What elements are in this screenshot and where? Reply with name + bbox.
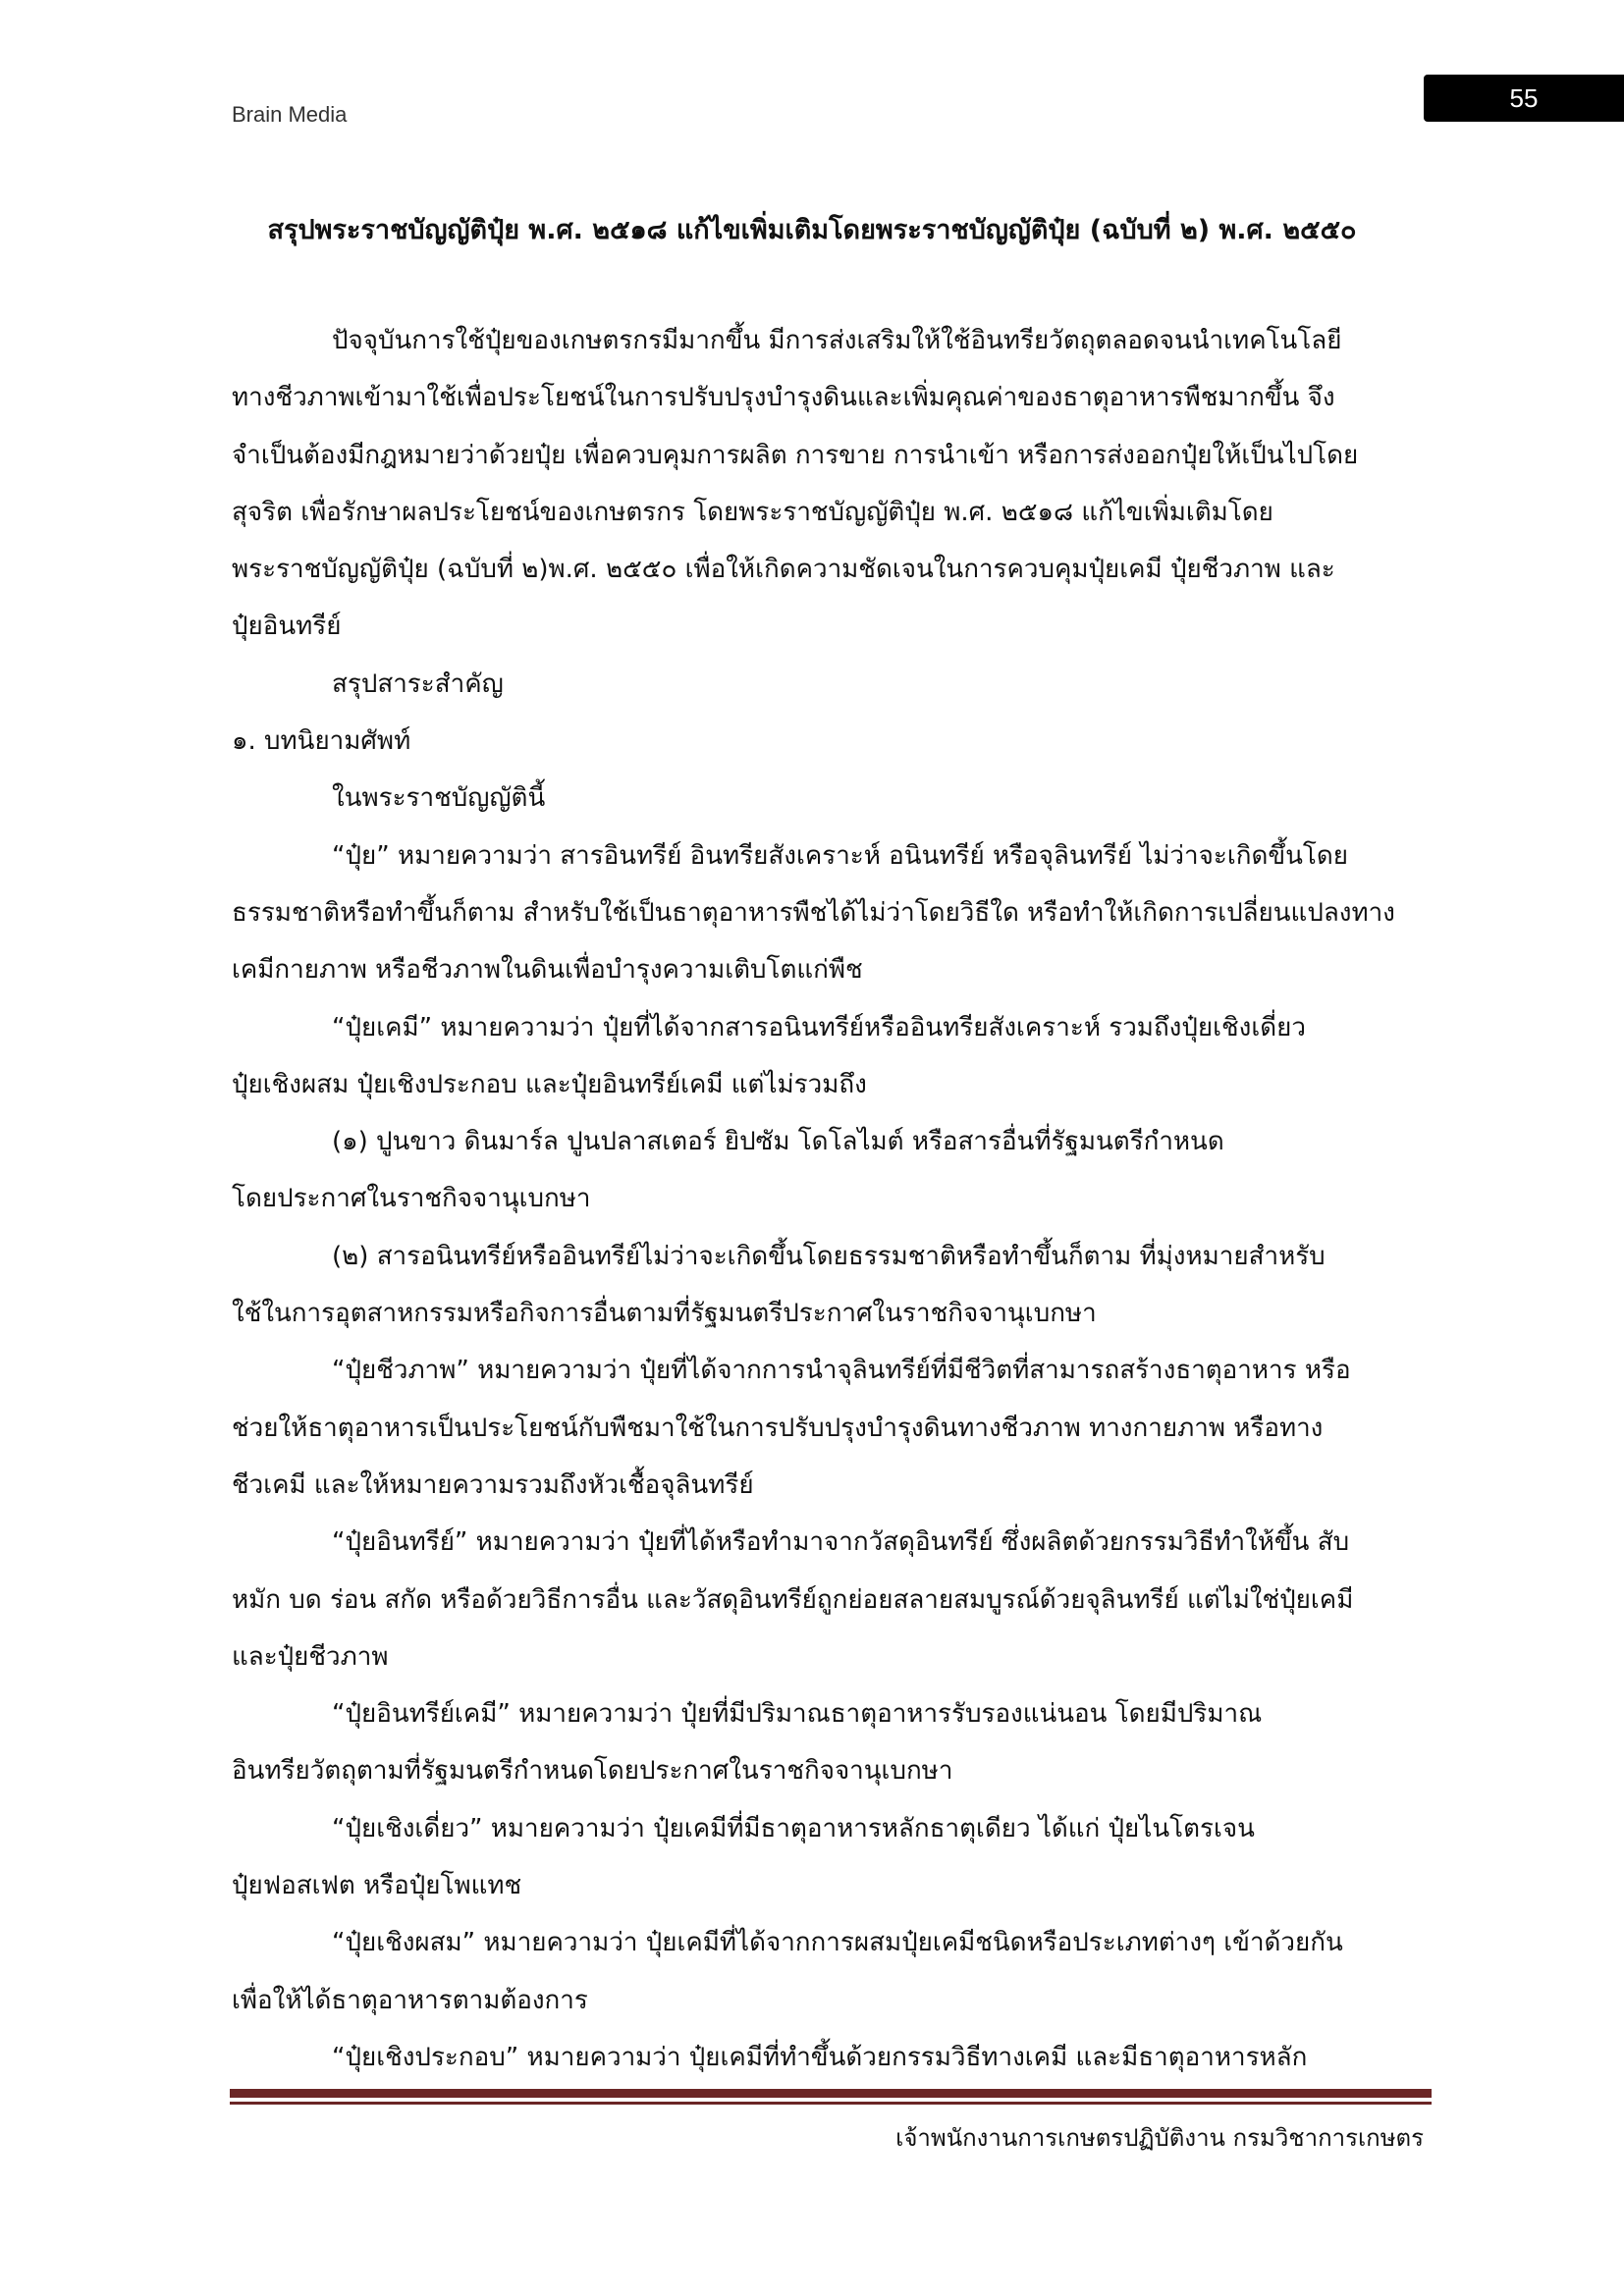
text-line: ธรรมชาติหรือทำขึ้นก็ตาม สำหรับใช้เป็นธาตุอาหารพืชได้ไม่ว่าโดยวิธีใด หรือทำให้เกิดการเปลี่ยนแปลงทาง <box>232 897 1395 928</box>
text-line: ปุ๋ยอินทรีย์ <box>232 612 342 642</box>
text-line: หมัก บด ร่อน สกัด หรือด้วยวิธีการอื่น และวัสดุอินทรีย์ถูกย่อยสลายสมบูรณ์ด้วยจุลินทรีย์ แต่ไม่ใช่ปุ๋ยเคมี <box>232 1584 1354 1615</box>
text-line: พระราชบัญญัติปุ๋ย (ฉบับที่ ๒)พ.ศ. ๒๕๕๐ เพื่อให้เกิดความชัดเจนในการควบคุมปุ๋ยเคมี ปุ๋ยชีวภาพ และ <box>232 555 1335 585</box>
text-line: ช่วยให้ธาตุอาหารเป็นประโยชน์กับพืชมาใช้ในการปรับปรุงบำรุงดินทางชีวภาพ ทางกายภาพ หรือทาง <box>232 1413 1324 1443</box>
text-line: สุจริต เพื่อรักษาผลประโยชน์ของเกษตรกร โดยพระราชบัญญัติปุ๋ย พ.ศ. ๒๕๑๘ แก้ไขเพิ่มเติมโดย <box>232 497 1273 527</box>
text-line: “ปุ๋ยเชิงเดี่ยว” หมายความว่า ปุ๋ยเคมีที่มีธาตุอาหารหลักธาตุเดียว ได้แก่ ปุ๋ยไนโตรเจน <box>332 1813 1255 1843</box>
text-line: และปุ๋ยชีวภาพ <box>232 1641 389 1672</box>
publisher-label: Brain Media <box>232 102 348 127</box>
text-line: ปุ๋ยเชิงผสม ปุ๋ยเชิงประกอบ และปุ๋ยอินทรีย์เคมี แต่ไม่รวมถึง <box>232 1069 867 1099</box>
text-line: ในพระราชบัญญัตินี้ <box>332 783 546 814</box>
text-line: “ปุ๋ยเชิงผสม” หมายความว่า ปุ๋ยเคมีที่ได้จากการผสมปุ๋ยเคมีชนิดหรือประเภทต่างๆ เข้าด้วยกัน <box>332 1928 1343 1958</box>
text-line: “ปุ๋ย” หมายความว่า สารอินทรีย์ อินทรียสังเคราะห์ อนินทรีย์ หรือจุลินทรีย์ ไม่ว่าจะเกิดขึ้นโดย <box>332 840 1348 871</box>
page-number: 55 <box>1424 75 1624 122</box>
text-line: “ปุ๋ยอินทรีย์เคมี” หมายความว่า ปุ๋ยที่มีปริมาณธาตุอาหารรับรองแน่นอน โดยมีปริมาณ <box>332 1699 1263 1730</box>
text-line: ใช้ในการอุตสาหกรรมหรือกิจการอื่นตามที่รัฐมนตรีประกาศในราชกิจจานุเบกษา <box>232 1299 1097 1329</box>
text-line: โดยประกาศในราชกิจจานุเบกษา <box>232 1184 591 1214</box>
text-line: “ปุ๋ยชีวภาพ” หมายความว่า ปุ๋ยที่ได้จากการนำจุลินทรีย์ที่มีชีวิตที่สามารถสร้างธาตุอาหาร หรือ <box>332 1356 1351 1386</box>
text-line: ๑. บทนิยามศัพท์ <box>232 726 411 757</box>
text-line: (๑) ปูนขาว ดินมาร์ล ปูนปลาสเตอร์ ยิปซัม โดโลไมต์ หรือสารอื่นที่รัฐมนตรีกำหนด <box>332 1127 1224 1157</box>
text-line: อินทรียวัตถุตามที่รัฐมนตรีกำหนดโดยประกาศในราชกิจจานุเบกษา <box>232 1756 953 1787</box>
text-line: สรุปสาระสำคัญ <box>332 668 504 699</box>
text-line: เพื่อให้ได้ธาตุอาหารตามต้องการ <box>232 1985 588 2015</box>
text-line: จำเป็นต้องมีกฎหมายว่าด้วยปุ๋ย เพื่อควบคุมการผลิต การขาย การนำเข้า หรือการส่งออกปุ๋ยให้เป็นไปโดย <box>232 440 1359 470</box>
footer-text: เจ้าพนักงานการเกษตรปฏิบัติงาน กรมวิชาการเกษตร <box>895 2124 1424 2152</box>
footer-rule-thick <box>230 2089 1432 2098</box>
text-line: “ปุ๋ยเคมี” หมายความว่า ปุ๋ยที่ได้จากสารอนินทรีย์หรืออินทรียสังเคราะห์ รวมถึงปุ๋ยเชิงเดี่ยว <box>332 1012 1306 1042</box>
text-line: “ปุ๋ยอินทรีย์” หมายความว่า ปุ๋ยที่ได้หรือทำมาจากวัสดุอินทรีย์ ซึ่งผลิตด้วยกรรมวิธีทำให้ขึ้น สับ <box>332 1527 1350 1558</box>
text-line: (๒) สารอนินทรีย์หรืออินทรีย์ไม่ว่าจะเกิดขึ้นโดยธรรมชาติหรือทำขึ้นก็ตาม ที่มุ่งหมายสำหรับ <box>332 1241 1326 1271</box>
document-body <box>232 312 1430 2086</box>
footer-rule-thin <box>230 2102 1432 2105</box>
text-line: ปัจจุบันการใช้ปุ๋ยของเกษตรกรมีมากขึ้น มีการส่งเสริมให้ใช้อินทรียวัตถุตลอดจนนำเทคโนโลยี <box>332 326 1342 355</box>
text-line: เคมีกายภาพ หรือชีวภาพในดินเพื่อบำรุงความเติบโตแก่พืช <box>232 955 863 986</box>
text-line: ทางชีวภาพเข้ามาใช้เพื่อประโยชน์ในการปรับปรุงบำรุงดินและเพิ่มคุณค่าของธาตุอาหารพืชมากขึ้น จึง <box>232 383 1335 413</box>
text-line: “ปุ๋ยเชิงประกอบ” หมายความว่า ปุ๋ยเคมีที่ทำขึ้นด้วยกรรมวิธีทางเคมี และมีธาตุอาหารหลัก <box>332 2042 1308 2072</box>
text-line: ชีวเคมี และให้หมายความรวมถึงหัวเชื้อจุลินทรีย์ <box>232 1469 754 1500</box>
document-title: สรุปพระราชบัญญัติปุ๋ย พ.ศ. ๒๕๑๘ แก้ไขเพิ่มเติมโดยพระราชบัญญัติปุ๋ย (ฉบับที่ ๒) พ.ศ. ๒๕๕๐ <box>267 215 1357 245</box>
text-line: ปุ๋ยฟอสเฟต หรือปุ๋ยโพแทช <box>232 1871 522 1901</box>
